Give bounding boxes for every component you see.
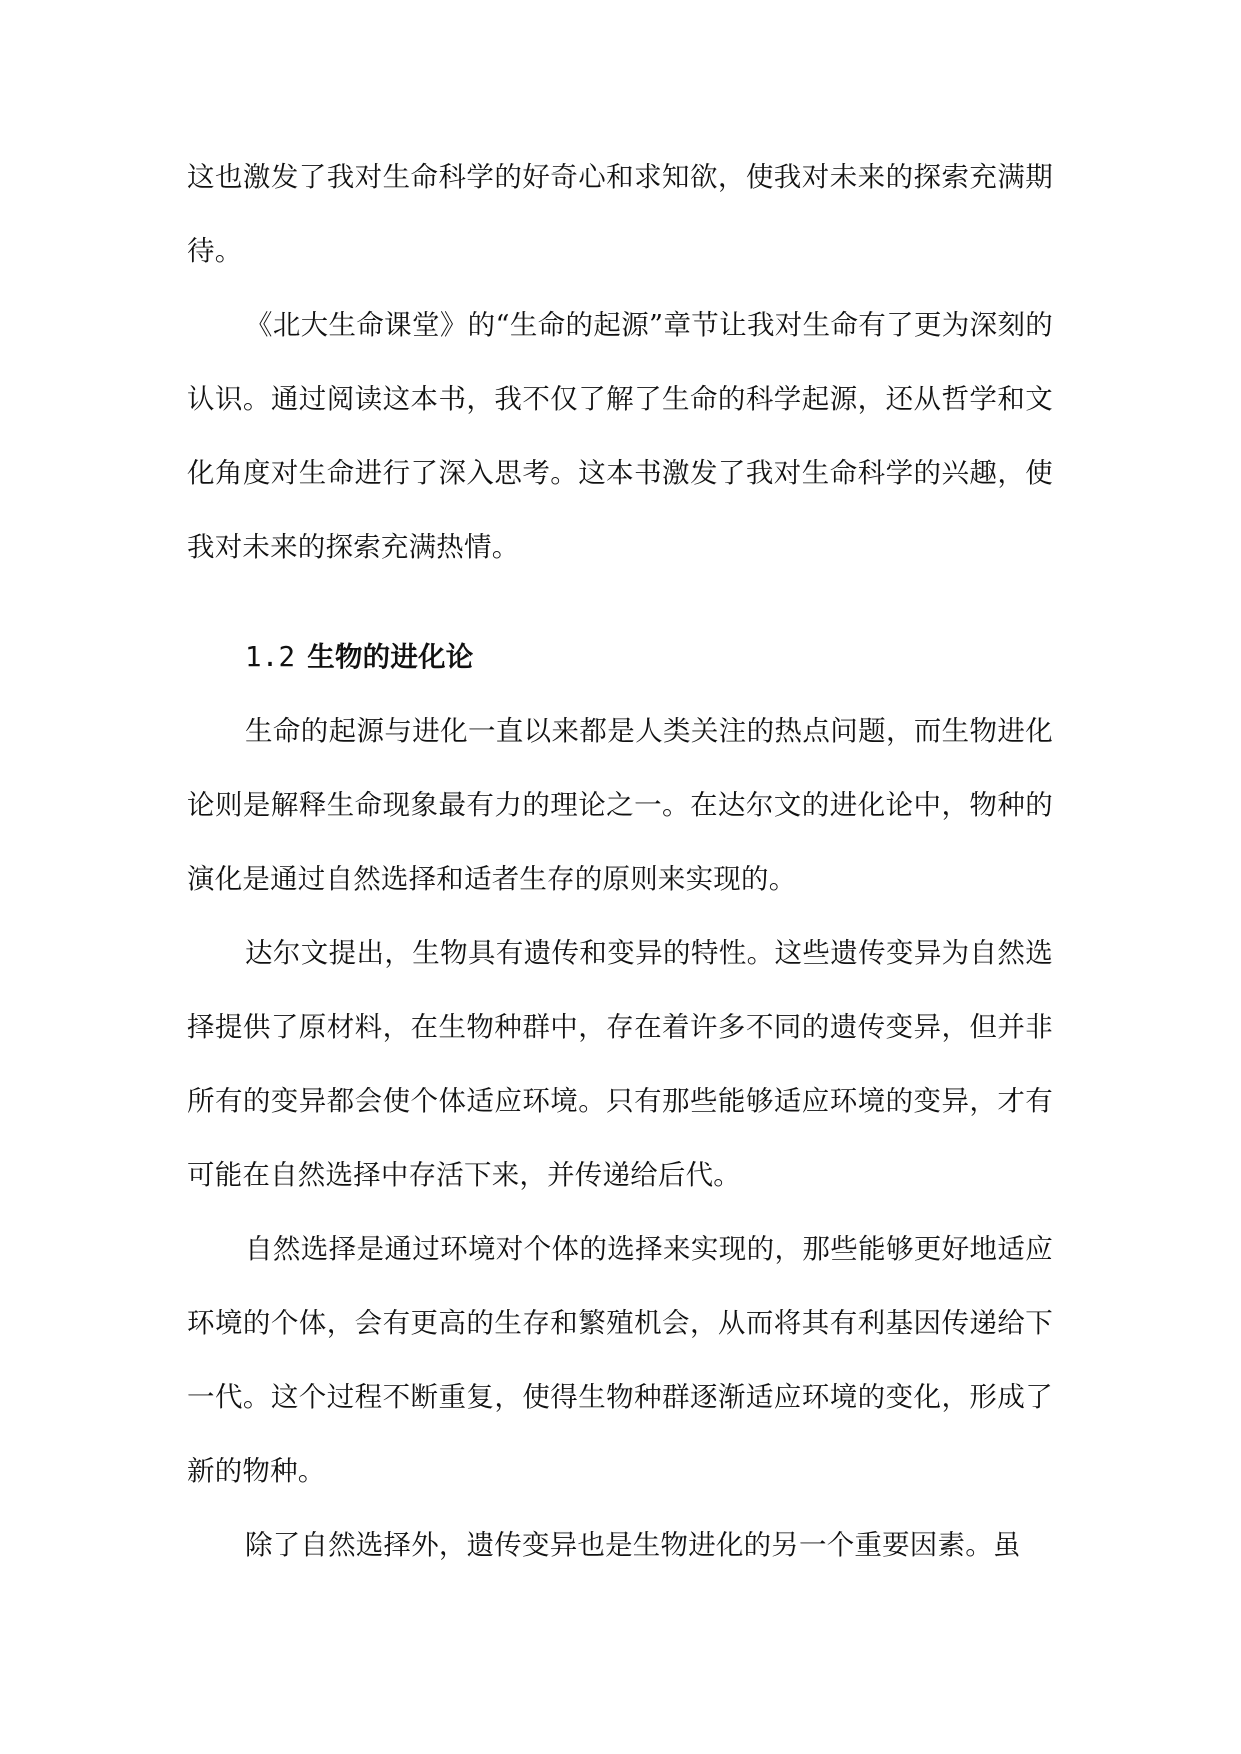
section-number: 1.2: [245, 641, 296, 673]
section-heading: [187, 620, 1053, 694]
paragraph-continuation: 这也激发了我对生命科学的好奇心和求知欲，使我对未来的探索充满期待。: [187, 161, 1053, 267]
document-body: [187, 140, 1053, 1582]
paragraph-natural-selection: 自然选择是通过环境对个体的选择来实现的，那些能够更好地适应环境的个体，会有更高的生存和繁殖机会，从而将其有利基因传递给下一代。这个过程不断重复，使得生物种群逐渐适应环境的变化，形成了新的物种。: [187, 1233, 1053, 1487]
paragraph-evolution-intro: 生命的起源与进化一直以来都是人类关注的热点问题，而生物进化论则是解释生命现象最有力的理论之一。在达尔文的进化论中，物种的演化是通过自然选择和适者生存的原则来实现的。: [187, 715, 1053, 895]
paragraph-darwin-variation: 达尔文提出，生物具有遗传和变异的特性。这些遗传变异为自然选择提供了原材料，在生物种群中，存在着许多不同的遗传变异，但并非所有的变异都会使个体适应环境。只有那些能够适应环境的变异，才有可能在自然选择中存活下来，并传递给后代。: [187, 937, 1053, 1191]
paragraph-genetic-variation: 除了自然选择外，遗传变异也是生物进化的另一个重要因素。虽: [245, 1529, 1021, 1561]
paragraph-book-reflection: 《北大生命课堂》的“生命的起源”章节让我对生命有了更为深刻的认识。通过阅读这本书，我不仅了解了生命的科学起源，还从哲学和文化角度对生命进行了深入思考。这本书激发了我对生命科学的兴趣，使我对未来的探索充满热情。: [187, 309, 1053, 563]
section-title: 生物的进化论: [307, 641, 474, 673]
